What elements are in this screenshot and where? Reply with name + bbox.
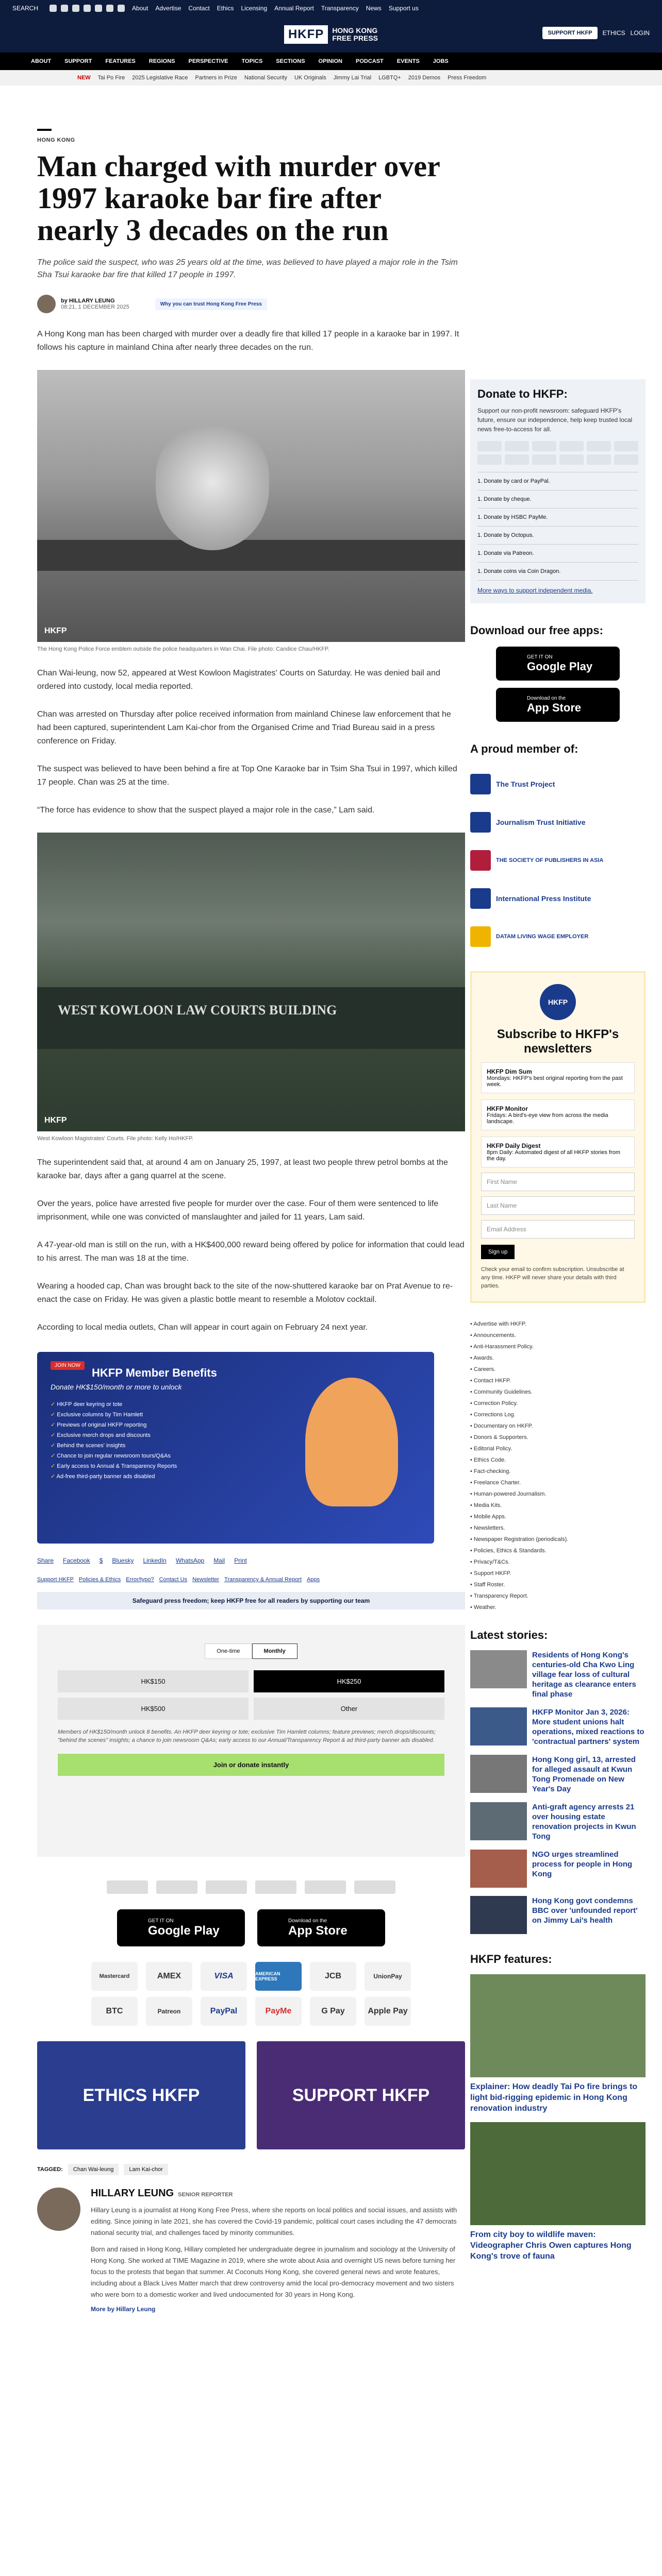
author-name[interactable]: HILLARY LEUNG (91, 2188, 174, 2199)
payment-icon[interactable] (477, 441, 502, 451)
about-link[interactable]: • Privacy/T&Cs. (470, 1559, 510, 1565)
payment-icon[interactable] (477, 454, 502, 465)
sopa-logo (470, 850, 491, 871)
first-name-input[interactable]: First Name (481, 1173, 635, 1191)
author-box (37, 2188, 465, 2313)
paragraph: The suspect was believed to have been behind a fire at Top One Karaoke bar in Tsim Sha Tsui in 1997, which killed 17 people. Chan was 25 at the time. (37, 765, 457, 787)
benefit-item: ✓ Ad-free third-party banner ads disabled (51, 1471, 421, 1482)
latest-stories-heading: Latest stories: (470, 1629, 548, 1641)
app-store-button[interactable] (257, 1909, 385, 1946)
membership-item[interactable] (470, 879, 646, 918)
tags-row (37, 2164, 465, 2175)
donate-method[interactable]: 1. Donate by card or PayPal. (477, 472, 638, 490)
trending-link[interactable]: National Security (244, 75, 287, 81)
trending-link[interactable]: Tai Po Fire (97, 75, 125, 81)
trending-link[interactable]: 2025 Legislative Race (132, 75, 188, 81)
logo-text-line2: FREE PRESS (332, 34, 378, 42)
footer-link[interactable]: Apps (307, 1577, 320, 1583)
google-pay-icon[interactable]: G Pay (310, 1997, 356, 2026)
newsletter-logo: HKFP (540, 984, 576, 1020)
instagram-icon[interactable] (72, 5, 79, 12)
author-link[interactable]: by HILLARY LEUNG (61, 298, 115, 304)
about-link[interactable]: • Mobile Apps. (470, 1514, 506, 1520)
feature-title: Explainer: How deadly Tai Po fire brings to light bid-rigging epidemic in Hong Kong renovation industry (470, 2082, 638, 2113)
store-small-text: Download on the (288, 1918, 327, 1924)
frequency-toggle (58, 1643, 444, 1659)
topbar-support[interactable]: Support us (388, 5, 419, 12)
join-now-badge: JOIN NOW (51, 1361, 85, 1370)
article-dek: The police said the suspect, who was 25 years old at the time, was believed to have played a major role in the Tsim Sha Tsui karaoke bar fire that killed 17 people in 1997. (37, 258, 458, 279)
about-link[interactable]: • Fact-checking. (470, 1468, 511, 1475)
byline (37, 295, 465, 313)
membership-item[interactable] (470, 918, 646, 956)
payment-icon[interactable] (532, 454, 556, 465)
benefit-item: ✓ Exclusive merch drops and discounts (51, 1430, 421, 1440)
new-label: NEW (77, 75, 91, 81)
court-building-photo (37, 833, 465, 1131)
donate-method[interactable]: 1. Donate coins via Coin Dragon. (477, 563, 638, 581)
share-facebook[interactable]: Facebook (63, 1557, 90, 1564)
trending-link[interactable]: UK Originals (294, 75, 326, 81)
signup-button[interactable]: Sign up (481, 1245, 515, 1259)
about-link[interactable]: • Community Guidelines. (470, 1389, 533, 1395)
about-link[interactable]: • Freelance Charter. (470, 1480, 521, 1486)
about-link[interactable]: • Advertise with HKFP. (470, 1321, 526, 1327)
trending-link[interactable]: LGBTQ+ (378, 75, 401, 81)
topbar-advertise[interactable]: Advertise (155, 5, 181, 12)
facebook-icon[interactable] (49, 5, 57, 12)
store-small-text: Download on the (527, 695, 566, 701)
topbar-licensing[interactable]: Licensing (241, 5, 268, 12)
story-thumbnail (470, 1755, 527, 1793)
store-big-text: Google Play (148, 1923, 220, 1938)
benefit-item: ✓ Previews of original HKFP reporting (51, 1420, 421, 1430)
payment-icon[interactable] (532, 441, 556, 451)
donate-method[interactable]: 1. Donate by HSBC PayMe. (477, 509, 638, 527)
more-by-author-link[interactable]: More by Hillary Leung (91, 2306, 156, 2313)
telegram-icon[interactable] (106, 5, 113, 12)
author-avatar (37, 295, 56, 313)
share-whatsapp[interactable]: WhatsApp (175, 1557, 205, 1564)
figure-court (37, 833, 465, 1142)
kicker-bar (37, 129, 52, 131)
latest-story[interactable] (470, 1802, 646, 1841)
google-play-button[interactable] (117, 1909, 245, 1946)
about-link[interactable]: • Anti-Harassment Policy. (470, 1344, 534, 1350)
share-mail[interactable]: Mail (213, 1557, 225, 1564)
topbar-about[interactable]: About (132, 5, 148, 12)
newsletter-option[interactable] (481, 1099, 635, 1130)
membership-list (470, 765, 646, 956)
jti-logo (470, 812, 491, 833)
feature-card[interactable] (470, 1974, 646, 2114)
court-sign-text: WEST KOWLOON LAW COURTS BUILDING (58, 1003, 337, 1018)
membership-name: THE SOCIETY OF PUBLISHERS IN ASIA (496, 857, 604, 863)
payment-icon[interactable] (614, 441, 638, 451)
partner-badge (255, 1880, 296, 1894)
share-print[interactable]: Print (234, 1557, 247, 1564)
topbar-transparency[interactable]: Transparency (321, 5, 359, 12)
latest-stories-list (470, 1650, 646, 1934)
about-link[interactable]: • Documentary on HKFP. (470, 1423, 533, 1429)
benefit-item: ✓ HKFP deer keyring or tote (51, 1399, 421, 1410)
about-link[interactable]: • Human-powered Journalism. (470, 1491, 547, 1497)
newsletter-desc: Fridays: A bird's-eye view from across the media landscape. (487, 1112, 608, 1125)
join-donate-button[interactable]: Join or donate instantly (58, 1754, 444, 1776)
photo-watermark: HKFP (44, 626, 67, 635)
top-utility-bar (0, 0, 662, 16)
about-links-list (470, 1318, 646, 1613)
safeguard-banner[interactable]: Safeguard press freedom; keep HKFP free for all readers by supporting our team (37, 1592, 465, 1609)
nav-opinion[interactable]: OPINION (318, 58, 342, 64)
app-store-row (37, 1909, 465, 1946)
about-link[interactable]: • Awards. (470, 1355, 494, 1361)
sidebar (470, 379, 646, 2262)
monthly-option[interactable]: Monthly (252, 1643, 297, 1659)
membership-item[interactable] (470, 803, 646, 841)
amount-option-other[interactable]: Other (254, 1698, 444, 1720)
sidebar-app-store[interactable] (496, 688, 620, 722)
one-time-option[interactable]: One-time (205, 1643, 252, 1659)
story-title: Anti-graft agency arrests 21 over housing estate renovation projects in Kwun Tong (532, 1803, 636, 1841)
story-thumbnail (470, 1707, 527, 1745)
newsletter-option[interactable] (481, 1062, 635, 1093)
membership-name: Journalism Trust Initiative (496, 818, 586, 826)
story-thumbnail (470, 1850, 527, 1888)
member-benefits-banner[interactable] (37, 1352, 434, 1544)
proud-member-heading: A proud member of: (470, 742, 578, 755)
nav-topics[interactable]: TOPICS (241, 58, 263, 64)
feature-card[interactable] (470, 2122, 646, 2262)
apple-pay-icon[interactable]: Apple Pay (365, 1997, 411, 2026)
mastercard-icon[interactable]: Mastercard (91, 1962, 138, 1991)
topbar-annual-report[interactable]: Annual Report (274, 5, 314, 12)
patreon-icon[interactable]: Patreon (146, 1997, 192, 2026)
feature-image (470, 1974, 646, 2077)
latest-story[interactable] (470, 1707, 646, 1747)
visa-icon[interactable]: VISA (201, 1962, 247, 1991)
membership-name: DATAM LIVING WAGE EMPLOYER (496, 934, 589, 940)
amount-grid (58, 1670, 444, 1720)
photo-watermark: HKFP (44, 1116, 67, 1125)
paragraph: Wearing a hooded cap, Chan was brought back to the site of the now-shuttered karaoke bar on Prat Avenue to re-enact the case on Friday. He was given a plastic bottle meant to resemble a Molotov cocktail. (37, 1282, 453, 1304)
payment-icon[interactable] (505, 454, 529, 465)
donate-widget (37, 1625, 465, 1857)
amount-option-selected[interactable]: HK$250 (254, 1670, 444, 1692)
membership-item[interactable] (470, 841, 646, 879)
story-thumbnail (470, 1650, 527, 1688)
about-link[interactable]: • Ethics Code. (470, 1457, 506, 1463)
last-name-input[interactable]: Last Name (481, 1196, 635, 1215)
nav-jobs[interactable]: JOBS (433, 58, 449, 64)
about-link[interactable]: • Staff Roster. (470, 1582, 505, 1588)
trending-link[interactable]: Partners in Prize (195, 75, 237, 81)
amount-option[interactable]: HK$500 (58, 1698, 249, 1720)
figure-police (37, 370, 465, 652)
trending-link[interactable]: Jimmy Lai Trial (333, 75, 372, 81)
site-logo[interactable] (284, 25, 378, 44)
donate-method[interactable]: 1. Donate by cheque. (477, 490, 638, 509)
story-thumbnail (470, 1896, 527, 1934)
footer-link[interactable]: Transparency & Annual Report (224, 1577, 302, 1583)
footer-link[interactable]: Policies & Ethics (78, 1577, 121, 1583)
story-thumbnail (470, 1802, 527, 1840)
amount-option[interactable]: HK$150 (58, 1670, 249, 1692)
banner-subtitle: Donate HK$150/month or more to unlock (51, 1383, 182, 1391)
benefit-item: ✓ Chance to join regular newsroom tours/Q&As (51, 1451, 421, 1461)
payment-icon[interactable] (587, 441, 611, 451)
about-link[interactable]: • Editorial Policy. (470, 1446, 512, 1452)
logo-mark: HKFP (284, 25, 328, 44)
police-emblem-photo (37, 370, 465, 642)
deer-mascot-image (305, 1378, 398, 1506)
latest-story[interactable] (470, 1650, 646, 1699)
store-small-text: GET IT ON (527, 654, 553, 660)
about-link[interactable]: • Contact HKFP. (470, 1378, 511, 1384)
nav-sections[interactable]: SECTIONS (276, 58, 305, 64)
donate-method[interactable]: 1. Donate by Octopus. (477, 527, 638, 545)
about-link[interactable]: • Transparency Report. (470, 1593, 528, 1599)
partner-badges (37, 1880, 465, 1894)
author-role: SENIOR REPORTER (178, 2192, 233, 2198)
support-hkfp-button[interactable]: SUPPORT HKFP (542, 27, 597, 39)
donate-methods-list (477, 472, 638, 581)
share-label: Share (37, 1557, 54, 1564)
payment-icon[interactable] (587, 454, 611, 465)
nav-support[interactable]: SUPPORT (64, 58, 92, 64)
member-note: Members of HK$150/month unlock 8 benefits. An HKFP deer keyring or tote; exclusive Tim Hamlett columns; feature previews; merch drops/discounts; "behind the scenes" insights; a chance to join newsroom Q&As; early access to our Annual/Transparency Report & ad third-party banner ads disabled. (58, 1729, 436, 1743)
author-photo (37, 2188, 80, 2231)
share-dollar[interactable]: $ (99, 1557, 103, 1564)
donate-heading: Donate to HKFP: (477, 387, 568, 400)
benefit-item: ✓ Early access to Annual & Transparency Reports (51, 1461, 421, 1471)
paragraph: Over the years, police have arrested five people for murder over the case. Four of them were sentenced to life imprisonment, while one was convicted of manslaughter and jailed for 11 years, Lam said. (37, 1199, 439, 1222)
payme-icon[interactable]: PayMe (255, 1997, 302, 2026)
donate-method[interactable]: 1. Donate via Patreon. (477, 545, 638, 563)
jcb-icon[interactable]: JCB (310, 1962, 356, 1991)
paypal-icon[interactable]: PayPal (201, 1997, 247, 2026)
linkedin-icon[interactable] (95, 5, 102, 12)
apps-heading: Download our free apps: (470, 624, 603, 637)
newsletter-name: HKFP Monitor (487, 1105, 528, 1112)
about-link[interactable]: • Donors & Supporters. (470, 1434, 528, 1440)
newsletter-option[interactable] (481, 1137, 635, 1167)
feature-image (470, 2122, 646, 2225)
store-big-text: App Store (288, 1923, 347, 1938)
payment-icon[interactable] (559, 454, 584, 465)
ipi-logo (470, 888, 491, 909)
article-body (37, 328, 465, 1334)
tag[interactable]: Chan Wai-leung (68, 2164, 119, 2175)
tagged-label: TAGGED: (37, 2166, 63, 2173)
category-kicker[interactable]: HONG KONG (37, 137, 75, 143)
nav-perspective[interactable]: PERSPECTIVE (188, 58, 228, 64)
topbar-news[interactable]: News (366, 5, 382, 12)
newsletter-desc: Mondays: HKFP's best original reporting from the past week. (487, 1075, 623, 1088)
footer-link[interactable]: Error/typo? (126, 1577, 154, 1583)
paragraph: The superintendent said that, at around 4 am on January 25, 1997, at least two people threw petrol bombs at the karaoke bar, days after a gang quarrel at the scene. (37, 1158, 448, 1180)
paragraph: Chan Wai-leung, now 52, appeared at West Kowloon Magistrates' Courts on Saturday. He was denied bail and ordered into custody, local media reported. (37, 669, 440, 691)
about-link[interactable]: • Support HKFP. (470, 1570, 511, 1577)
trending-link[interactable]: 2019 Demos (408, 75, 441, 81)
support-promo[interactable]: SUPPORT HKFP (257, 2041, 465, 2149)
payment-icon[interactable] (614, 454, 638, 465)
benefit-item: ✓ Exclusive columns by Tim Hamlett (51, 1410, 421, 1420)
search-link[interactable]: SEARCH (12, 5, 39, 12)
story-title: Hong Kong govt condemns BBC over 'unfounded report' on Jimmy Lai's health (532, 1896, 638, 1925)
police-emblem (156, 427, 269, 550)
promo-row (37, 2041, 465, 2149)
more-ways-link[interactable]: More ways to support independent media. (477, 587, 593, 594)
donate-panel (470, 379, 646, 603)
about-link[interactable]: • Weather. (470, 1604, 496, 1611)
paragraph: A 47-year-old man is still on the run, with a HK$400,000 reward being offered by police for information that could lead to his arrest. The man was 18 at the time. (37, 1241, 465, 1263)
donate-payment-icons (477, 441, 638, 465)
partner-badge (107, 1880, 148, 1894)
ethics-link[interactable]: ETHICS (602, 29, 625, 37)
author-bio: Hillary Leung is a journalist at Hong Kong Free Press, where she reports on local politics and social issues, and assists with editing. Since joining in late 2021, she has covered the Covid-19 pandemic, political court cases including the 47 democrats national security trial, and challenges faced by minority communities. (91, 2206, 457, 2236)
paragraph: Chan was arrested on Thursday after police received information from mainland Chinese law enforcement that he had been captured, superintendent Lam Kai-chor from the Organised Crime and Triad Bureau said in a press conference on Friday. (37, 710, 451, 745)
main-navigation (0, 53, 662, 70)
store-big-text: App Store (527, 701, 582, 714)
newsletter-heading: Subscribe to HKFP's newsletters (496, 1027, 619, 1056)
newsletter-desc: 8pm Daily: Automated digest of all HKFP stories from the day. (487, 1149, 621, 1162)
living-wage-logo (470, 926, 491, 947)
trending-link[interactable]: Press Freedom (448, 75, 487, 81)
publish-date: 08:21, 1 DECEMBER 2025 (61, 304, 129, 310)
membership-item[interactable] (470, 765, 646, 803)
logo-text-line1: HONG KONG (332, 26, 378, 35)
latest-story[interactable] (470, 1896, 646, 1934)
partner-badge (354, 1880, 395, 1894)
newsletter-signup (470, 971, 646, 1303)
unionpay-icon[interactable]: UnionPay (365, 1962, 411, 1991)
share-bar (37, 1557, 465, 1564)
newsletter-name: HKFP Dim Sum (487, 1068, 532, 1075)
tag[interactable]: Lam Kai-chor (124, 2164, 168, 2175)
ethics-promo[interactable]: ETHICS HKFP (37, 2041, 245, 2149)
paragraph: A Hong Kong man has been charged with murder over a deadly fire that killed 17 people in a karaoke bar in 1997. It follows his capture in mainland China after nearly three decades on the run. (37, 330, 459, 352)
payment-methods-row1 (37, 1962, 465, 1991)
partner-badge (206, 1880, 247, 1894)
banner-title: HKFP Member Benefits (92, 1366, 217, 1379)
footer-link[interactable]: Support HKFP (37, 1577, 74, 1583)
photo-caption: The Hong Kong Police Force emblem outside the police headquarters in Wan Chai. File photo: Candice Chau/HKFP. (37, 646, 329, 652)
bitcoin-icon[interactable]: BTC (91, 1997, 138, 2026)
rss-icon[interactable] (118, 5, 125, 12)
store-small-text: GET IT ON (148, 1918, 174, 1924)
article-title: Man charged with murder over 1997 karaoke bar fire after nearly 3 decades on the run (37, 149, 440, 247)
paragraph: According to local media outlets, Chan will appear in court again on February 24 next year. (37, 1323, 368, 1332)
x-icon[interactable] (61, 5, 68, 12)
article-footer-links (37, 1577, 465, 1583)
about-link[interactable]: • Announcements. (470, 1332, 516, 1338)
nav-regions[interactable]: REGIONS (148, 58, 175, 64)
trust-link[interactable]: Why you can trust Hong Kong Free Press (155, 298, 267, 310)
masthead (0, 16, 662, 53)
nav-features[interactable]: FEATURES (105, 58, 136, 64)
features-heading: HKFP features: (470, 1953, 552, 1965)
store-big-text: Google Play (527, 659, 593, 673)
trending-bar (0, 70, 662, 86)
photo-caption: West Kowloon Magistrates' Courts. File photo: Kelly Ho/HKFP. (37, 1136, 194, 1142)
share-linkedin[interactable]: LinkedIn (143, 1557, 167, 1564)
social-icons (49, 5, 125, 12)
email-input[interactable]: Email Address (481, 1220, 635, 1239)
membership-name: International Press Institute (496, 894, 591, 903)
nav-events[interactable]: EVENTS (396, 58, 420, 64)
story-title: Hong Kong girl, 13, arrested for alleged assault at Kwun Tong Promenade on New Year's Day (532, 1755, 636, 1793)
footer-link[interactable]: Contact Us (159, 1577, 188, 1583)
membership-name: The Trust Project (496, 780, 555, 788)
about-link[interactable]: • Newspaper Registration (periodicals). (470, 1536, 569, 1543)
american-express-icon[interactable]: AMERICAN EXPRESS (255, 1962, 302, 1991)
benefit-item: ✓ Behind the scenes' insights (51, 1440, 421, 1451)
amex-icon[interactable]: AMEX (146, 1962, 192, 1991)
youtube-icon[interactable] (84, 5, 91, 12)
about-link[interactable]: • Corrections Log. (470, 1412, 516, 1418)
login-link[interactable]: LOGIN (630, 29, 650, 37)
article (37, 86, 465, 2313)
payment-icon[interactable] (505, 441, 529, 451)
newsletter-note: Check your email to confirm subscription. Unsubscribe at any time. HKFP will never share your details with third parties. (481, 1266, 624, 1289)
about-link[interactable]: • Policies, Ethics & Standards. (470, 1548, 547, 1554)
topbar-contact[interactable]: Contact (188, 5, 210, 12)
about-link[interactable]: • Media Kits. (470, 1502, 502, 1509)
about-link[interactable]: • Correction Policy. (470, 1400, 518, 1406)
footer-link[interactable]: Newsletter (192, 1577, 220, 1583)
latest-story[interactable] (470, 1850, 646, 1888)
paragraph: “The force has evidence to show that the suspect played a major role in the case,” Lam said. (37, 806, 375, 815)
about-link[interactable]: • Careers. (470, 1366, 496, 1372)
nav-podcast[interactable]: PODCAST (355, 58, 384, 64)
story-title: HKFP Monitor Jan 3, 2026: More student unions halt operations, mixed reactions to 'contractual partners' system (532, 1708, 644, 1746)
newsletter-name: HKFP Daily Digest (487, 1142, 541, 1149)
partner-badge (156, 1880, 197, 1894)
author-bio: Born and raised in Hong Kong, Hillary completed her undergraduate degree in journalism and sociology at the University of Hong Kong. She worked at TIME Magazine in 2019, where she wrote about Asia and overnight US news before turning her focus to the protests that began that summer. At Coconuts Hong Kong, she covered general news and wrote features, including about a Black Lives Matter march that drew controversy amid the local pro-democracy movement and two sisters who were born to a domestic worker and lived undocumented for 30 years in Hong Kong. (91, 2245, 456, 2298)
sidebar-google-play[interactable] (496, 647, 620, 681)
trust-project-logo (470, 774, 491, 794)
story-title: Residents of Hong Kong's centuries-old Cha Kwo Ling village fear loss of cultural heritage as clearance enters final phase (532, 1651, 636, 1699)
topbar-ethics[interactable]: Ethics (217, 5, 234, 12)
feature-title: From city boy to wildlife maven: Videographer Chris Owen captures Hong Kong's trove of fauna (470, 2230, 632, 2261)
about-link[interactable]: • Newsletters. (470, 1525, 505, 1531)
partner-badge (305, 1880, 346, 1894)
donate-text: Support our non-profit newsroom: safeguard HKFP's future, ensure our independence, help keep trusted local news free-to-access for all. (477, 407, 633, 433)
nav-about[interactable]: ABOUT (31, 58, 52, 64)
share-bluesky[interactable]: Bluesky (112, 1557, 134, 1564)
latest-story[interactable] (470, 1755, 646, 1794)
story-title: NGO urges streamlined process for people in Hong Kong (532, 1850, 633, 1878)
payment-methods-row2 (37, 1997, 465, 2026)
payment-icon[interactable] (559, 441, 584, 451)
